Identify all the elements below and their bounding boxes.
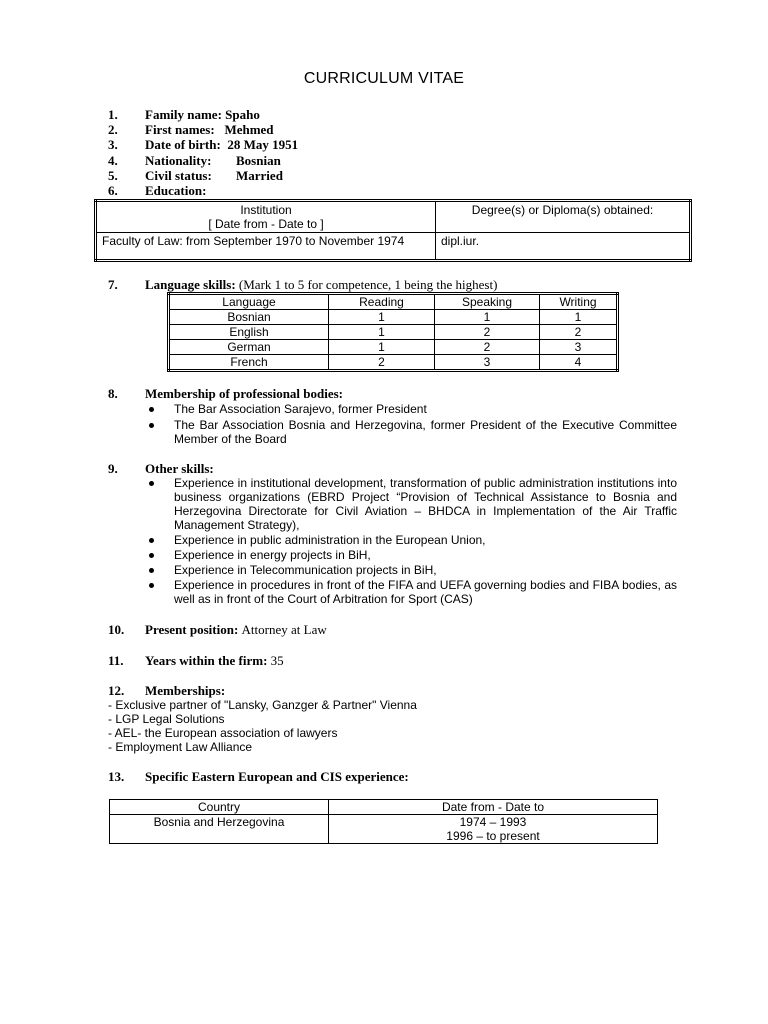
cell-language: Bosnian <box>169 310 329 325</box>
list-item <box>145 418 677 446</box>
item-number: 7. <box>108 277 118 292</box>
item-value: Married <box>236 168 283 183</box>
table-row <box>169 340 618 355</box>
country-experience-table <box>109 799 658 844</box>
item-civil-status <box>108 168 283 183</box>
header-degree: Degree(s) or Diploma(s) obtained: <box>436 201 691 233</box>
list-item-text: The Bar Association Sarajevo, former President <box>174 402 427 416</box>
professional-bodies-list <box>145 402 677 446</box>
item-label: Family name: <box>145 107 222 122</box>
section-present-position <box>108 622 327 637</box>
table-row <box>96 233 691 261</box>
language-table <box>167 292 619 372</box>
item-value: 35 <box>270 653 284 668</box>
item-note: (Mark 1 to 5 for competence, 1 being the highest) <box>238 277 498 292</box>
cell-speaking: 1 <box>435 310 540 325</box>
list-item-text: Experience in Telecommunication projects in BiH, <box>174 563 437 577</box>
cell-language: French <box>169 355 329 371</box>
header-country: Country <box>110 800 329 815</box>
bullet-icon <box>149 538 154 543</box>
item-number: 13. <box>108 769 125 784</box>
table-header-row <box>169 294 618 310</box>
header-reading: Reading <box>329 294 435 310</box>
table-header-row <box>110 800 658 815</box>
list-item <box>145 548 677 562</box>
cell-institution: Faculty of Law: from September 1970 to November 1974 <box>96 233 436 261</box>
cell-writing: 1 <box>540 310 618 325</box>
header-writing: Writing <box>540 294 618 310</box>
header-language: Language <box>169 294 329 310</box>
item-number: 12. <box>108 683 125 698</box>
cell-writing: 2 <box>540 325 618 340</box>
section-eastern-experience <box>108 769 409 784</box>
bullet-icon <box>149 407 154 412</box>
cell-writing: 4 <box>540 355 618 371</box>
item-number: 4. <box>108 153 118 168</box>
item-label: Nationality: <box>145 153 212 168</box>
cell-language: English <box>169 325 329 340</box>
cell-reading: 1 <box>329 340 435 355</box>
cell-country: Bosnia and Herzegovina <box>110 815 329 844</box>
item-number: 1. <box>108 107 118 122</box>
table-row <box>169 310 618 325</box>
item-label: First names: <box>145 122 215 137</box>
header-institution-line2: [ Date from - Date to ] <box>208 217 324 231</box>
item-number: 5. <box>108 168 118 183</box>
item-label: Language skills: <box>145 277 236 292</box>
date-range: 1974 – 1993 <box>459 815 527 829</box>
cell-reading: 1 <box>329 325 435 340</box>
list-item-text: Experience in energy projects in BiH, <box>174 548 371 562</box>
section-memberships <box>108 683 225 698</box>
item-number: 9. <box>108 461 118 476</box>
table-header-row <box>96 201 691 233</box>
bullet-icon <box>149 423 154 428</box>
item-number: 3. <box>108 137 118 152</box>
other-skills-list <box>145 476 677 606</box>
item-number: 6. <box>108 183 118 198</box>
item-label: Other skills: <box>145 461 214 476</box>
list-item-text: The Bar Association Bosnia and Herzegovina, former President of the Executive Committee Member of the Board <box>174 418 677 446</box>
bullet-icon <box>149 553 154 558</box>
cell-reading: 1 <box>329 310 435 325</box>
section-language-skills <box>108 277 497 292</box>
list-item-text: Experience in public administration in the European Union, <box>174 533 486 547</box>
bullet-icon <box>149 583 154 588</box>
list-item <box>145 476 677 532</box>
cell-degree: dipl.iur. <box>436 233 691 261</box>
item-number: 10. <box>108 622 125 637</box>
item-nationality <box>108 153 281 168</box>
header-institution <box>96 201 436 233</box>
date-range: 1996 – to present <box>446 829 540 843</box>
item-label: Civil status: <box>145 168 212 183</box>
section-professional-bodies <box>108 386 343 401</box>
cell-dates <box>329 815 658 844</box>
item-label: Specific Eastern European and CIS experience: <box>145 769 409 784</box>
list-item <box>145 578 677 606</box>
table-row <box>169 355 618 371</box>
cell-speaking: 2 <box>435 325 540 340</box>
item-value: Bosnian <box>236 153 281 168</box>
item-value: Mehmed <box>224 122 274 137</box>
item-value: Attorney at Law <box>241 622 327 637</box>
list-item <box>145 402 677 416</box>
list-item: - AEL- the European association of lawyers <box>108 726 338 740</box>
education-table <box>94 199 692 262</box>
cell-language: German <box>169 340 329 355</box>
item-number: 8. <box>108 386 118 401</box>
item-label: Present position: <box>145 622 239 637</box>
item-date-of-birth <box>108 137 298 152</box>
item-education <box>108 183 206 198</box>
table-row <box>110 815 658 844</box>
list-item <box>145 563 677 577</box>
item-value: 28 May 1951 <box>227 137 299 152</box>
cell-writing: 3 <box>540 340 618 355</box>
list-item-text: Experience in institutional development, transformation of public administration institutions into business organizations (EBRD Project “Provision of Technical Assistance to Bosnia and Herzegovina Directorate for Civil Aviation – BHDCA in Implementation of the Air Traffic Management Strategy), <box>174 476 677 532</box>
item-label: Education: <box>145 183 207 198</box>
item-label: Memberships: <box>145 683 226 698</box>
item-value: Spaho <box>225 107 260 122</box>
table-row <box>169 325 618 340</box>
document-title: CURRICULUM VITAE <box>303 70 465 87</box>
item-label: Date of birth: <box>145 137 221 152</box>
item-family-name <box>108 107 260 122</box>
list-item: - Employment Law Alliance <box>108 740 253 754</box>
item-first-names <box>108 122 274 137</box>
item-label: Membership of professional bodies: <box>145 386 344 401</box>
bullet-icon <box>149 568 154 573</box>
list-item: - LGP Legal Solutions <box>108 712 225 726</box>
section-years-within-firm <box>108 653 284 668</box>
item-number: 2. <box>108 122 118 137</box>
section-other-skills <box>108 461 214 476</box>
header-speaking: Speaking <box>435 294 540 310</box>
list-item: - Exclusive partner of "Lansky, Ganzger & Partner" Vienna <box>108 698 417 712</box>
list-item-text: Experience in procedures in front of the FIFA and UEFA governing bodies and FIBA bodies, as well as in front of the Court of Arbitration for Sport (CAS) <box>174 578 677 606</box>
item-label: Years within the firm: <box>145 653 268 668</box>
cell-speaking: 2 <box>435 340 540 355</box>
memberships-list <box>108 698 417 754</box>
cell-reading: 2 <box>329 355 435 371</box>
bullet-icon <box>149 481 154 486</box>
item-number: 11. <box>108 653 124 668</box>
header-institution-line1: Institution <box>240 203 292 217</box>
cell-speaking: 3 <box>435 355 540 371</box>
list-item <box>145 533 677 547</box>
header-dates: Date from - Date to <box>329 800 658 815</box>
